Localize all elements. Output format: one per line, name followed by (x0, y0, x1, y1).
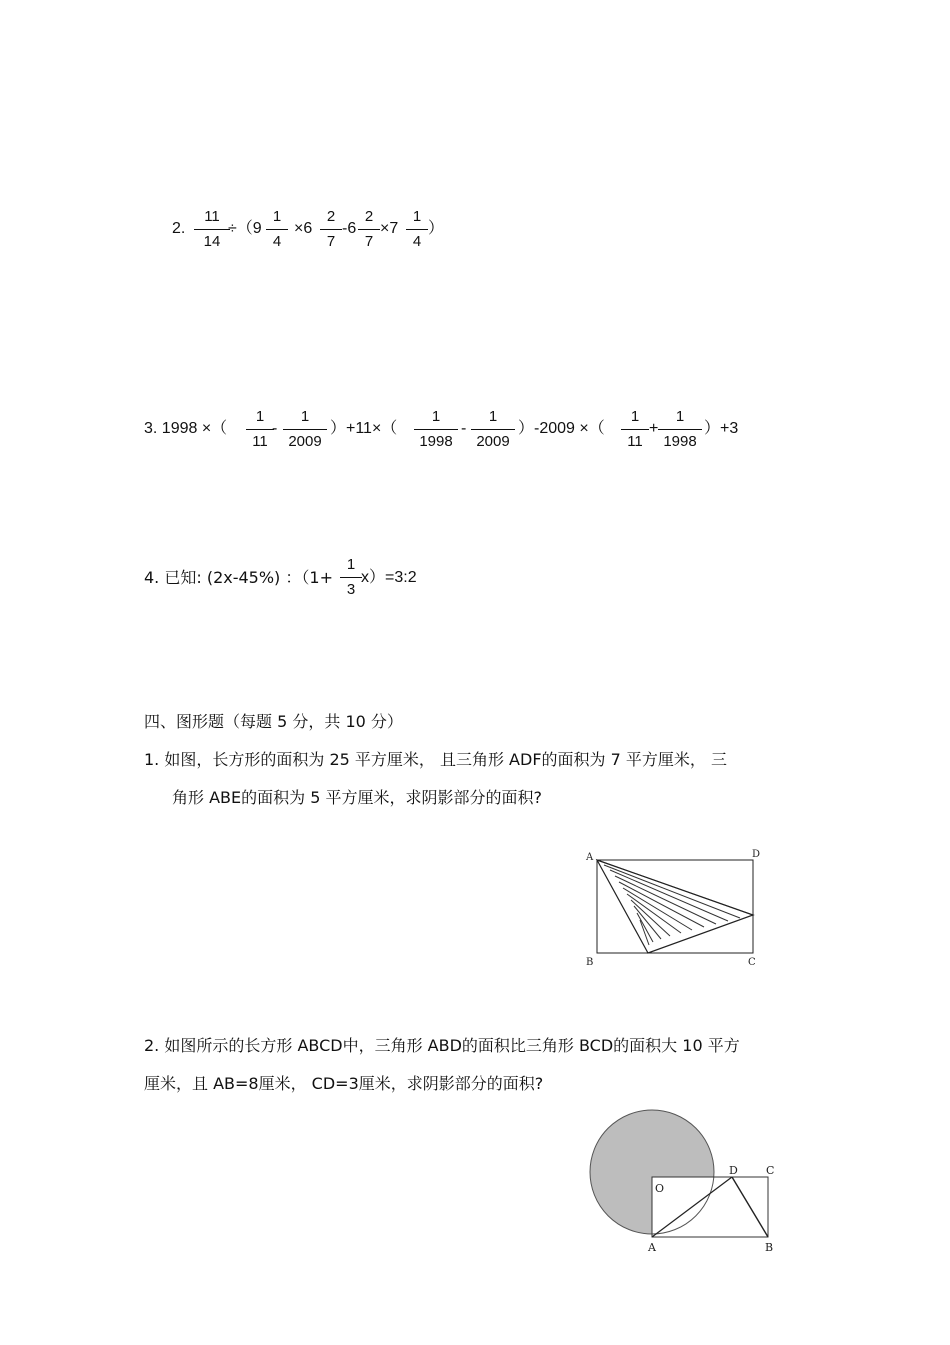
fraction: 2 7 (358, 208, 380, 251)
fraction: 1 1998 (414, 408, 458, 451)
fraction: 1 4 (406, 208, 428, 251)
expression-text: x）=3:2 (361, 569, 417, 586)
fraction: 1 1998 (658, 408, 702, 451)
fraction: 1 11 (246, 408, 274, 451)
question-2-line-2: 厘米，且 AB=8厘米， CD=3厘米，求阴影部分的面积? (144, 1074, 544, 1093)
fraction: 1 2009 (471, 408, 515, 451)
label-D: D (752, 849, 761, 860)
label-C: C (766, 1164, 775, 1177)
problem-number: 2. (172, 220, 186, 237)
fraction: 11 14 (194, 208, 230, 251)
fraction: 2 7 (320, 208, 342, 251)
expression-text: ）+3 (704, 420, 739, 437)
label-D: D (729, 1164, 738, 1177)
shaded-triangle (597, 860, 753, 953)
fraction: 1 4 (266, 208, 288, 251)
fraction: 1 2009 (283, 408, 327, 451)
expression-text: -6 (342, 220, 357, 237)
question-1-line-1: 1. 如图，长方形的面积为 25 平方厘米， 且三角形 ADF的面积为 7 平方厘米， 三 (144, 750, 727, 769)
expression-text: ÷（9 (228, 220, 262, 237)
expression-text: 3. 1998 ×（ (144, 420, 228, 437)
expression-text: 4. 已知: (2x-45%) ：（1+ (144, 568, 333, 587)
expression-text: ）-2009 ×（ (518, 420, 605, 437)
label-O: O (655, 1182, 665, 1195)
question-1-line-2: 角形 ABE的面积为 5 平方厘米，求阴影部分的面积? (172, 788, 542, 807)
expression-text: ×6 (294, 220, 313, 237)
fraction: 1 3 (340, 556, 362, 599)
expression-text: - (272, 420, 278, 437)
expression-text: ） (428, 220, 445, 237)
label-A: A (648, 1241, 656, 1254)
figure-1-rectangle-triangle (580, 845, 770, 970)
figure-2-circle-rectangle (585, 1108, 785, 1256)
label-C: C (748, 957, 756, 968)
fraction: 1 11 (621, 408, 649, 451)
label-B: B (765, 1241, 774, 1254)
expression-text: + (649, 420, 659, 437)
expression-text: - (461, 420, 467, 437)
label-A: A (586, 852, 594, 863)
expression-text: ×7 (380, 220, 399, 237)
expression-text: ）+11×（ (330, 420, 398, 437)
question-2-line-1: 2. 如图所示的长方形 ABCD中，三角形 ABD的面积比三角形 BCD的面积大 10 平方 (144, 1036, 740, 1055)
label-B: B (586, 957, 594, 968)
section-heading: 四、图形题（每题 5 分，共 10 分） (144, 712, 403, 731)
